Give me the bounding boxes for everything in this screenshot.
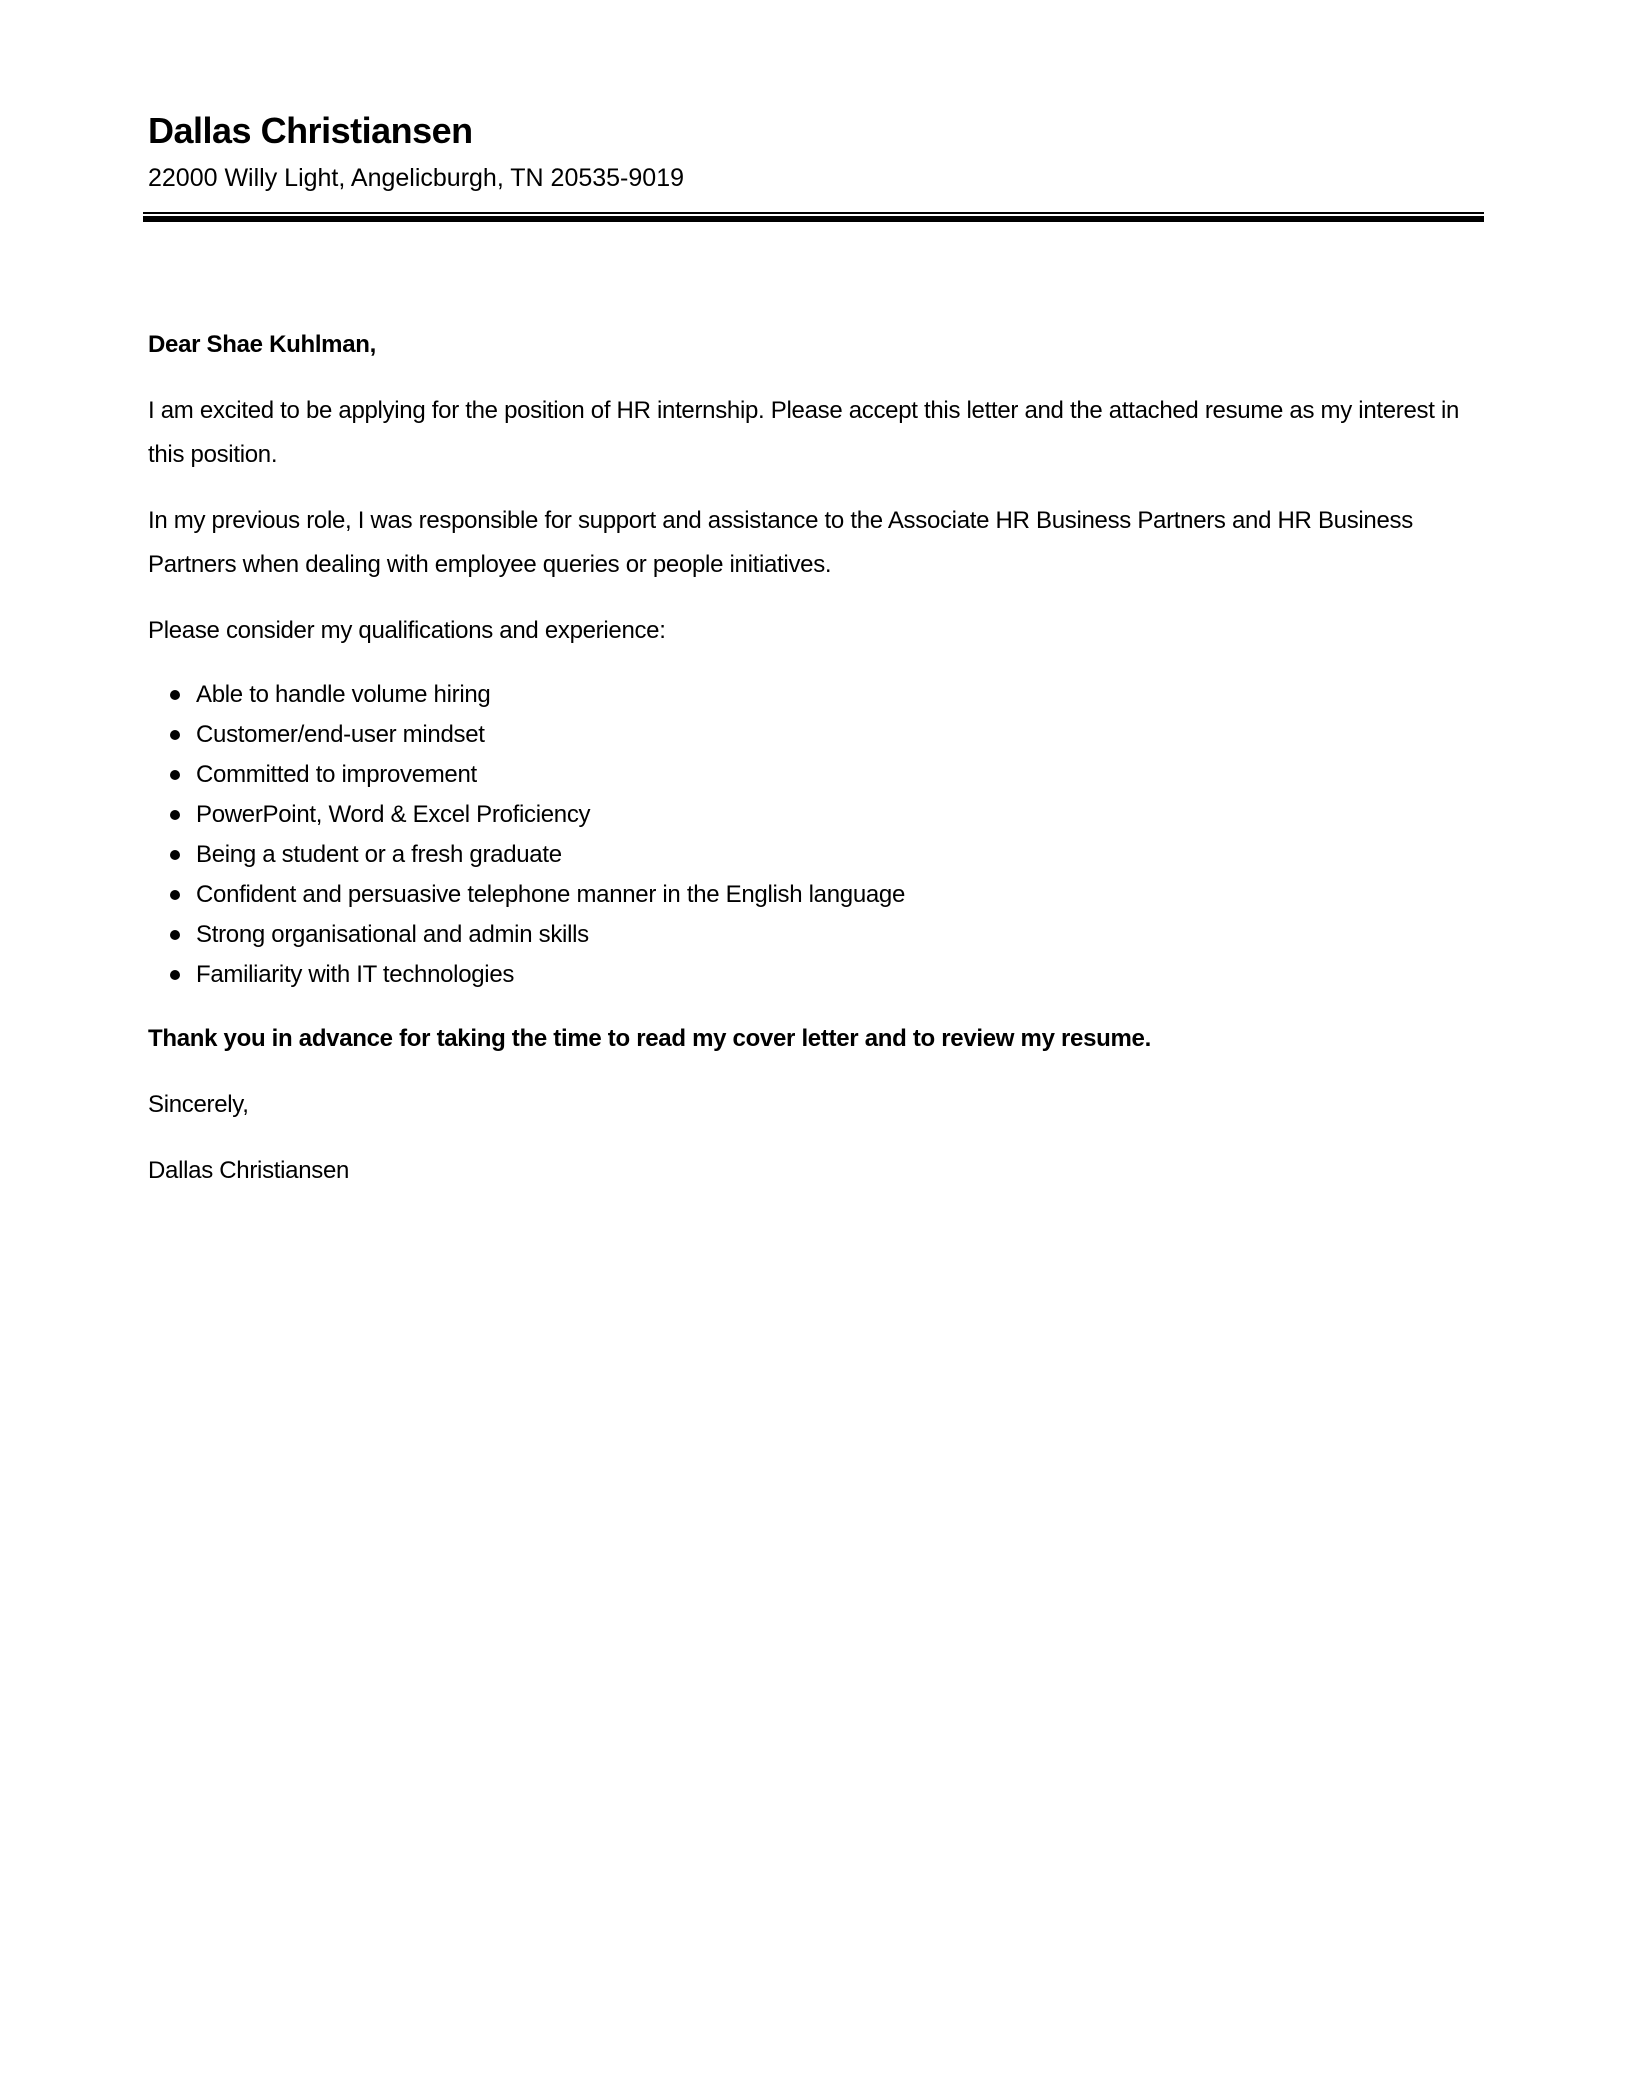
thank-you-line: Thank you in advance for taking the time to read my cover letter and to review my resume.: [148, 1025, 1151, 1052]
list-item: PowerPoint, Word & Excel Proficiency: [148, 795, 1484, 835]
bullet-icon: [170, 690, 180, 700]
salutation: Dear Shae Kuhlman,: [148, 331, 377, 358]
bullet-icon: [170, 890, 180, 900]
sender-name: Dallas Christiansen: [148, 110, 473, 151]
bullet-icon: [170, 770, 180, 780]
list-item: Able to handle volume hiring: [148, 675, 1484, 715]
sender-address: 22000 Willy Light, Angelicburgh, TN 20535-9019: [148, 164, 684, 192]
list-item: Confident and persuasive telephone manner in the English language: [148, 875, 1484, 915]
list-item: Strong organisational and admin skills: [148, 915, 1484, 955]
signature: Dallas Christiansen: [148, 1157, 350, 1184]
qualifications-list: [148, 675, 1484, 995]
list-item: Being a student or a fresh graduate: [148, 835, 1484, 875]
bullet-icon: [170, 730, 180, 740]
list-item: Committed to improvement: [148, 755, 1484, 795]
bullet-icon: [170, 970, 180, 980]
bullet-icon: [170, 930, 180, 940]
paragraph-previous-role: In my previous role, I was responsible for support and assistance to the Associate HR Business Partners and HR Business Partners when dealing with employee queries or people initiatives.: [148, 507, 1413, 578]
header-divider: [143, 212, 1484, 222]
list-item: Customer/end-user mindset: [148, 715, 1484, 755]
bullet-icon: [170, 810, 180, 820]
paragraph-qualifications-intro: Please consider my qualifications and experience:: [148, 617, 666, 644]
list-item: Familiarity with IT technologies: [148, 955, 1484, 995]
closing: Sincerely,: [148, 1091, 249, 1118]
letter-body: [148, 323, 1484, 1215]
paragraph-intro: I am excited to be applying for the position of HR internship. Please accept this letter and the attached resume as my interest in this position.: [148, 397, 1460, 468]
bullet-icon: [170, 850, 180, 860]
